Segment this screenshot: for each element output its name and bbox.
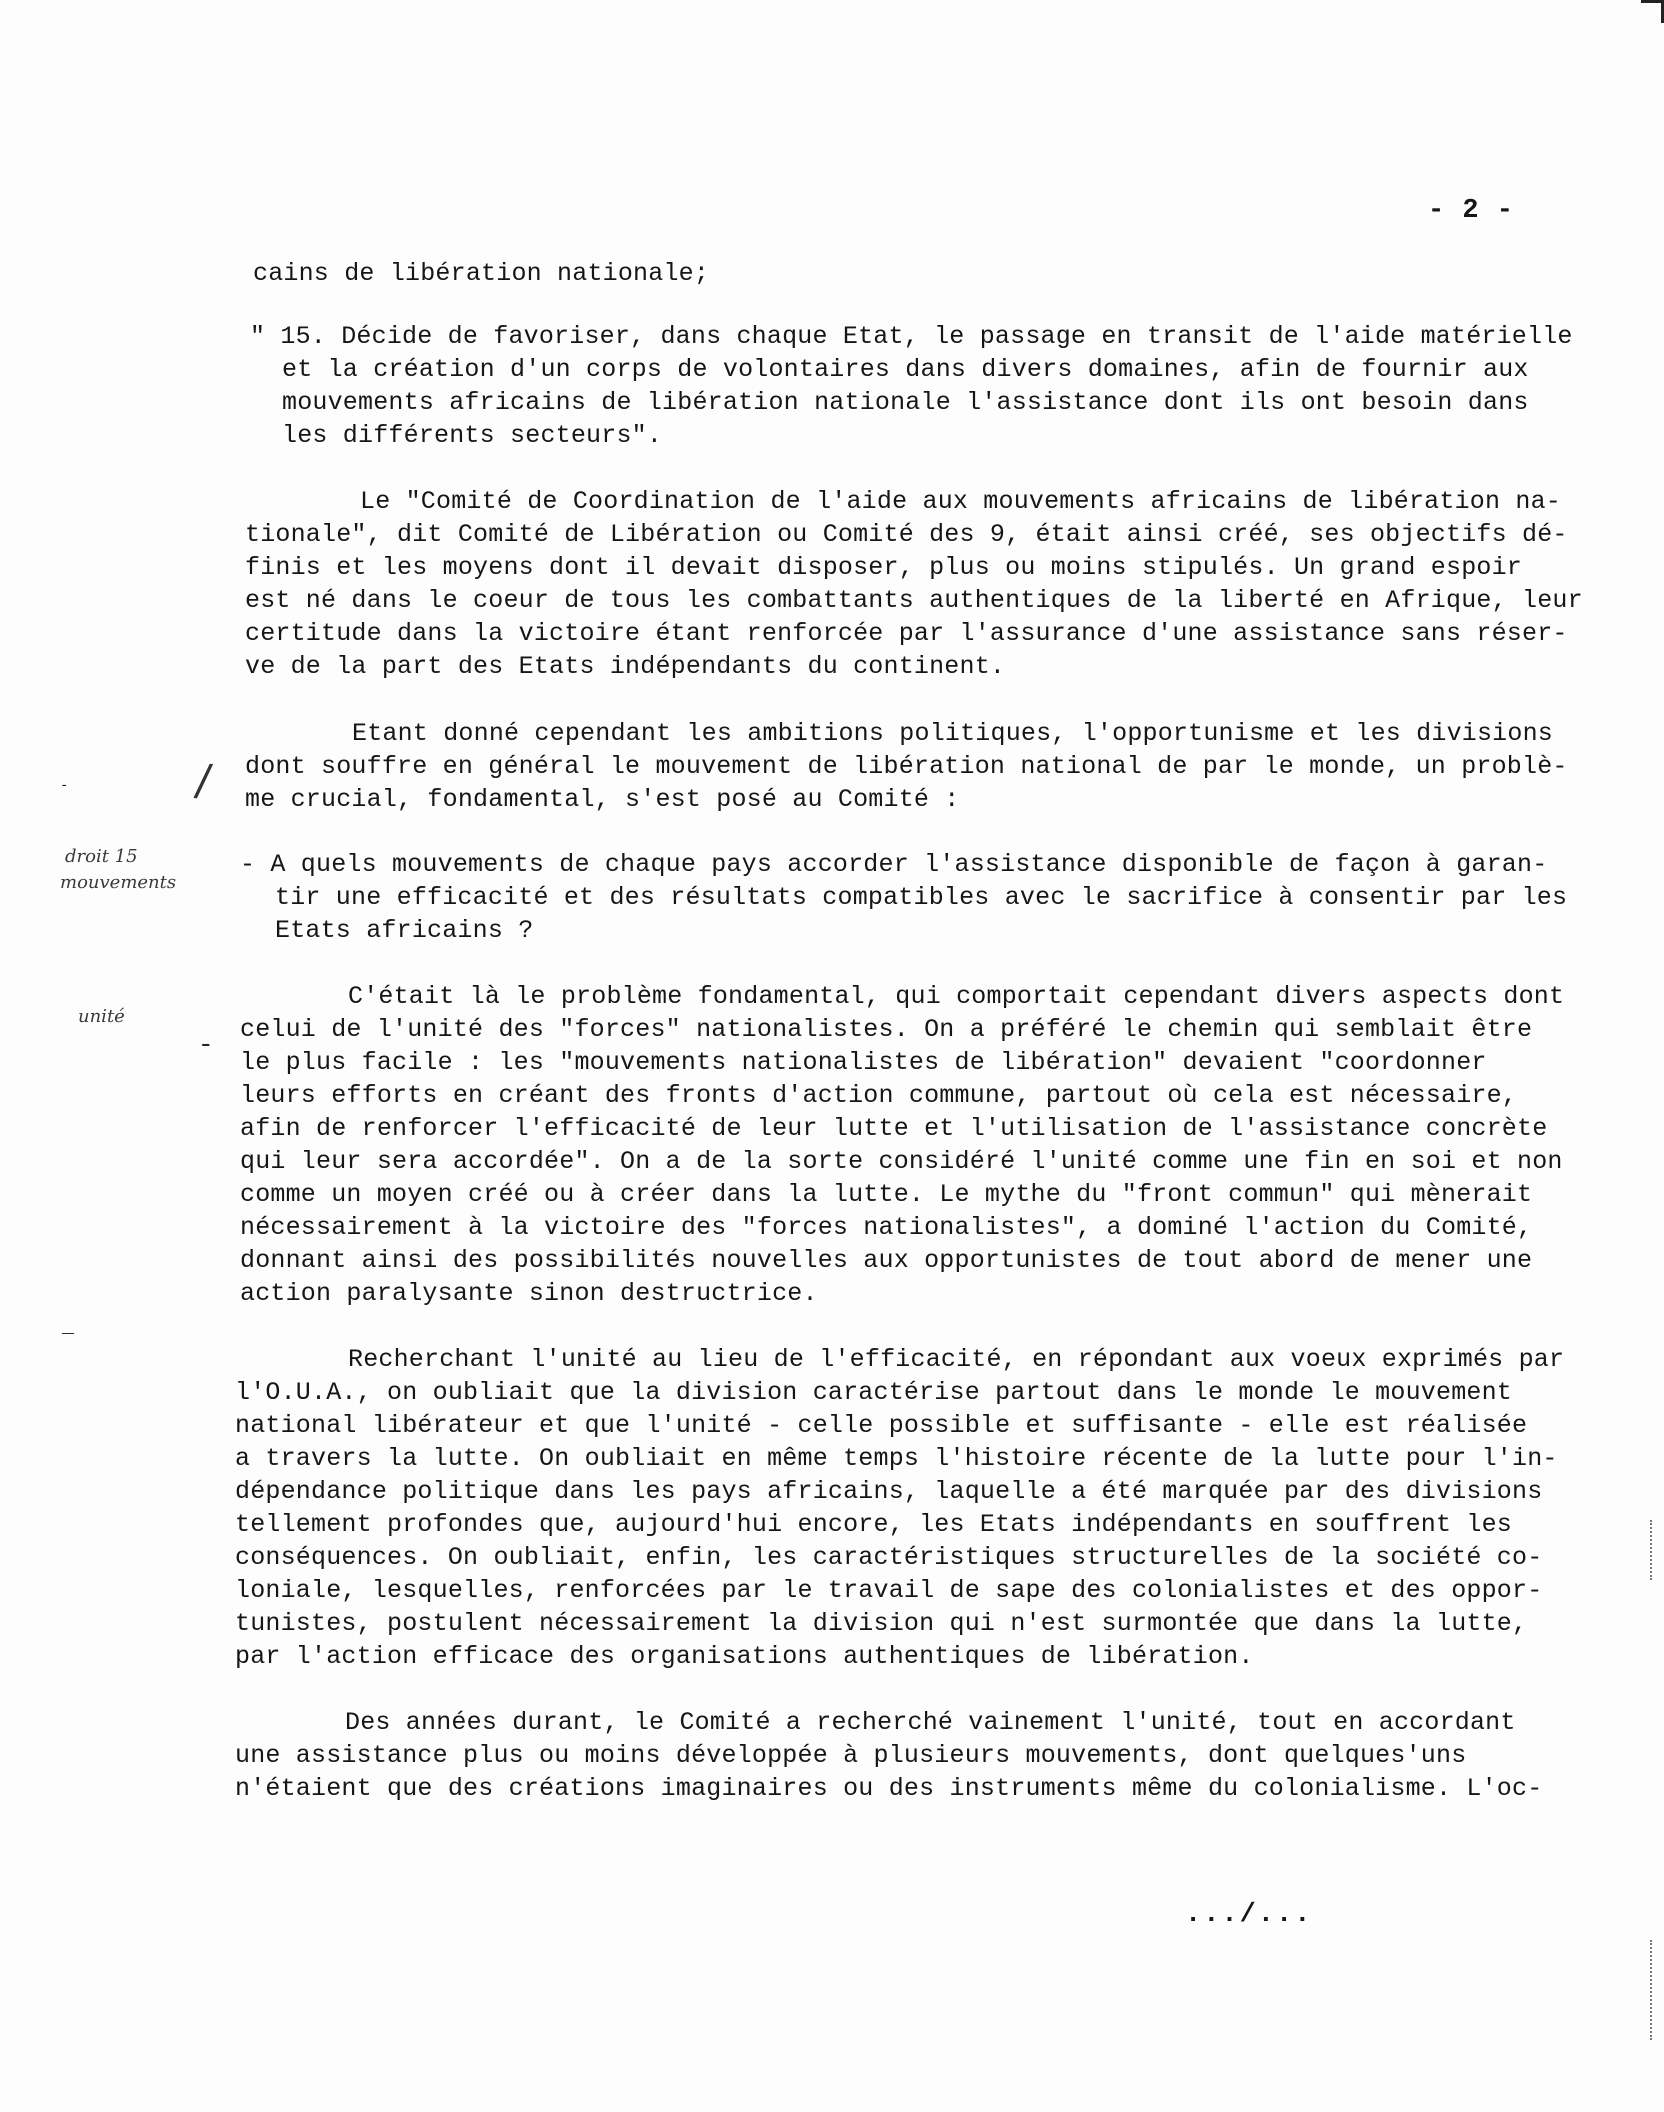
text-line: tir une efficacité et des résultats compatibles avec le sacrifice à consentir par les <box>275 883 1568 912</box>
text-line: dépendance politique dans les pays africains, laquelle a été marquée par des divisions <box>235 1477 1543 1506</box>
handwritten-margin-note: mouvements <box>60 872 177 893</box>
text-line: tellement profondes que, aujourd'hui encore, les Etats indépendants en souffrent les <box>235 1510 1513 1539</box>
handwritten-margin-note: droit 15 <box>65 846 138 867</box>
text-line: celui de l'unité des "forces" nationalistes. On a préféré le chemin qui semblait être <box>240 1015 1533 1044</box>
text-line: a travers la lutte. On oubliait en même temps l'histoire récente de la lutte pour l'in- <box>235 1444 1558 1473</box>
text-line: donnant ainsi des possibilités nouvelles aux opportunistes de tout abord de mener une <box>240 1246 1533 1275</box>
text-line: me crucial, fondamental, s'est posé au Comité : <box>245 785 960 814</box>
text-line: action paralysante sinon destructrice. <box>240 1279 818 1308</box>
text-line: une assistance plus ou moins développée à plusieurs mouvements, dont quelques'uns <box>235 1741 1467 1770</box>
text-line: et la création d'un corps de volontaires dans divers domaines, afin de fournir aux <box>282 355 1529 384</box>
text-line: Etats africains ? <box>275 916 534 945</box>
margin-slash-mark: / <box>192 754 215 807</box>
text-line: afin de renforcer l'efficacité de leur lutte et l'utilisation de l'assistance concrète <box>240 1114 1548 1143</box>
text-line: Etant donné cependant les ambitions politiques, l'opportunisme et les divisions <box>352 719 1553 748</box>
text-line: loniale, lesquelles, renforcées par le travail de sape des colonialistes et des oppor- <box>235 1576 1543 1605</box>
text-line: C'était là le problème fondamental, qui comportait cependant divers aspects dont <box>348 982 1565 1011</box>
text-line: dont souffre en général le mouvement de libération national de par le monde, un problè- <box>245 752 1568 781</box>
text-line: Recherchant l'unité au lieu de l'efficacité, en répondant aux voeux exprimés par <box>348 1345 1565 1374</box>
text-line: comme un moyen créé ou à créer dans la lutte. Le mythe du "front commun" qui mènerait <box>240 1180 1533 1209</box>
text-line: nécessairement à la victoire des "forces nationalistes", a dominé l'action du Comité, <box>240 1213 1533 1242</box>
edge-scan-dots <box>1650 1940 1656 2040</box>
page-number: - 2 - <box>1428 196 1515 226</box>
text-line: le plus facile : les "mouvements nationalistes de libération" devaient "coordonner <box>240 1048 1487 1077</box>
continuation-marker: .../... <box>1185 1900 1313 1930</box>
text-line: ve de la part des Etats indépendants du continent. <box>245 652 1006 681</box>
text-line: par l'action efficace des organisations authentiques de libération. <box>235 1642 1254 1671</box>
margin-tick-mark: - <box>60 778 69 794</box>
text-line: certitude dans la victoire étant renforcée par l'assurance d'une assistance sans réser- <box>245 619 1568 648</box>
text-line: conséquences. On oubliait, enfin, les caractéristiques structurelles de la société co- <box>235 1543 1543 1572</box>
text-line: tionale", dit Comité de Libération ou Comité des 9, était ainsi créé, ses objectifs dé- <box>245 520 1568 549</box>
corner-mark <box>1641 0 1664 23</box>
text-line: mouvements africains de libération nationale l'assistance dont ils ont besoin dans <box>282 388 1529 417</box>
edge-scan-dots <box>1650 1520 1656 1580</box>
margin-dash-mark: - <box>198 1030 214 1060</box>
text-line: est né dans le coeur de tous les combattants authentiques de la liberté en Afrique, leur <box>245 586 1583 615</box>
text-line: les différents secteurs". <box>282 421 663 450</box>
text-line: qui leur sera accordée". On a de la sorte considéré l'unité comme une fin en soi et non <box>240 1147 1563 1176</box>
text-line: n'étaient que des créations imaginaires ou des instruments même du colonialisme. L'oc- <box>235 1774 1543 1803</box>
text-line: leurs efforts en créant des fronts d'action commune, partout où cela est nécessaire, <box>240 1081 1518 1110</box>
text-line: finis et les moyens dont il devait disposer, plus ou moins stipulés. Un grand espoir <box>245 553 1523 582</box>
text-line: - A quels mouvements de chaque pays accorder l'assistance disponible de façon à garan- <box>240 850 1548 879</box>
handwritten-margin-note: unité <box>78 1006 125 1027</box>
text-line: l'O.U.A., on oubliait que la division caractérise partout dans le monde le mouvement <box>235 1378 1513 1407</box>
text-line: cains de libération nationale; <box>253 259 710 288</box>
text-line: Le "Comité de Coordination de l'aide aux mouvements africains de libération na- <box>360 487 1561 516</box>
text-line: tunistes, postulent nécessairement la division qui n'est surmontée que dans la lutte, <box>235 1609 1528 1638</box>
margin-tick-mark: _ <box>62 1316 75 1339</box>
text-line: Des années durant, le Comité a recherché vainement l'unité, tout en accordant <box>345 1708 1516 1737</box>
text-line: " 15. Décide de favoriser, dans chaque Etat, le passage en transit de l'aide matérielle <box>250 322 1573 351</box>
text-line: national libérateur et que l'unité - celle possible et suffisante - elle est réalisée <box>235 1411 1528 1440</box>
